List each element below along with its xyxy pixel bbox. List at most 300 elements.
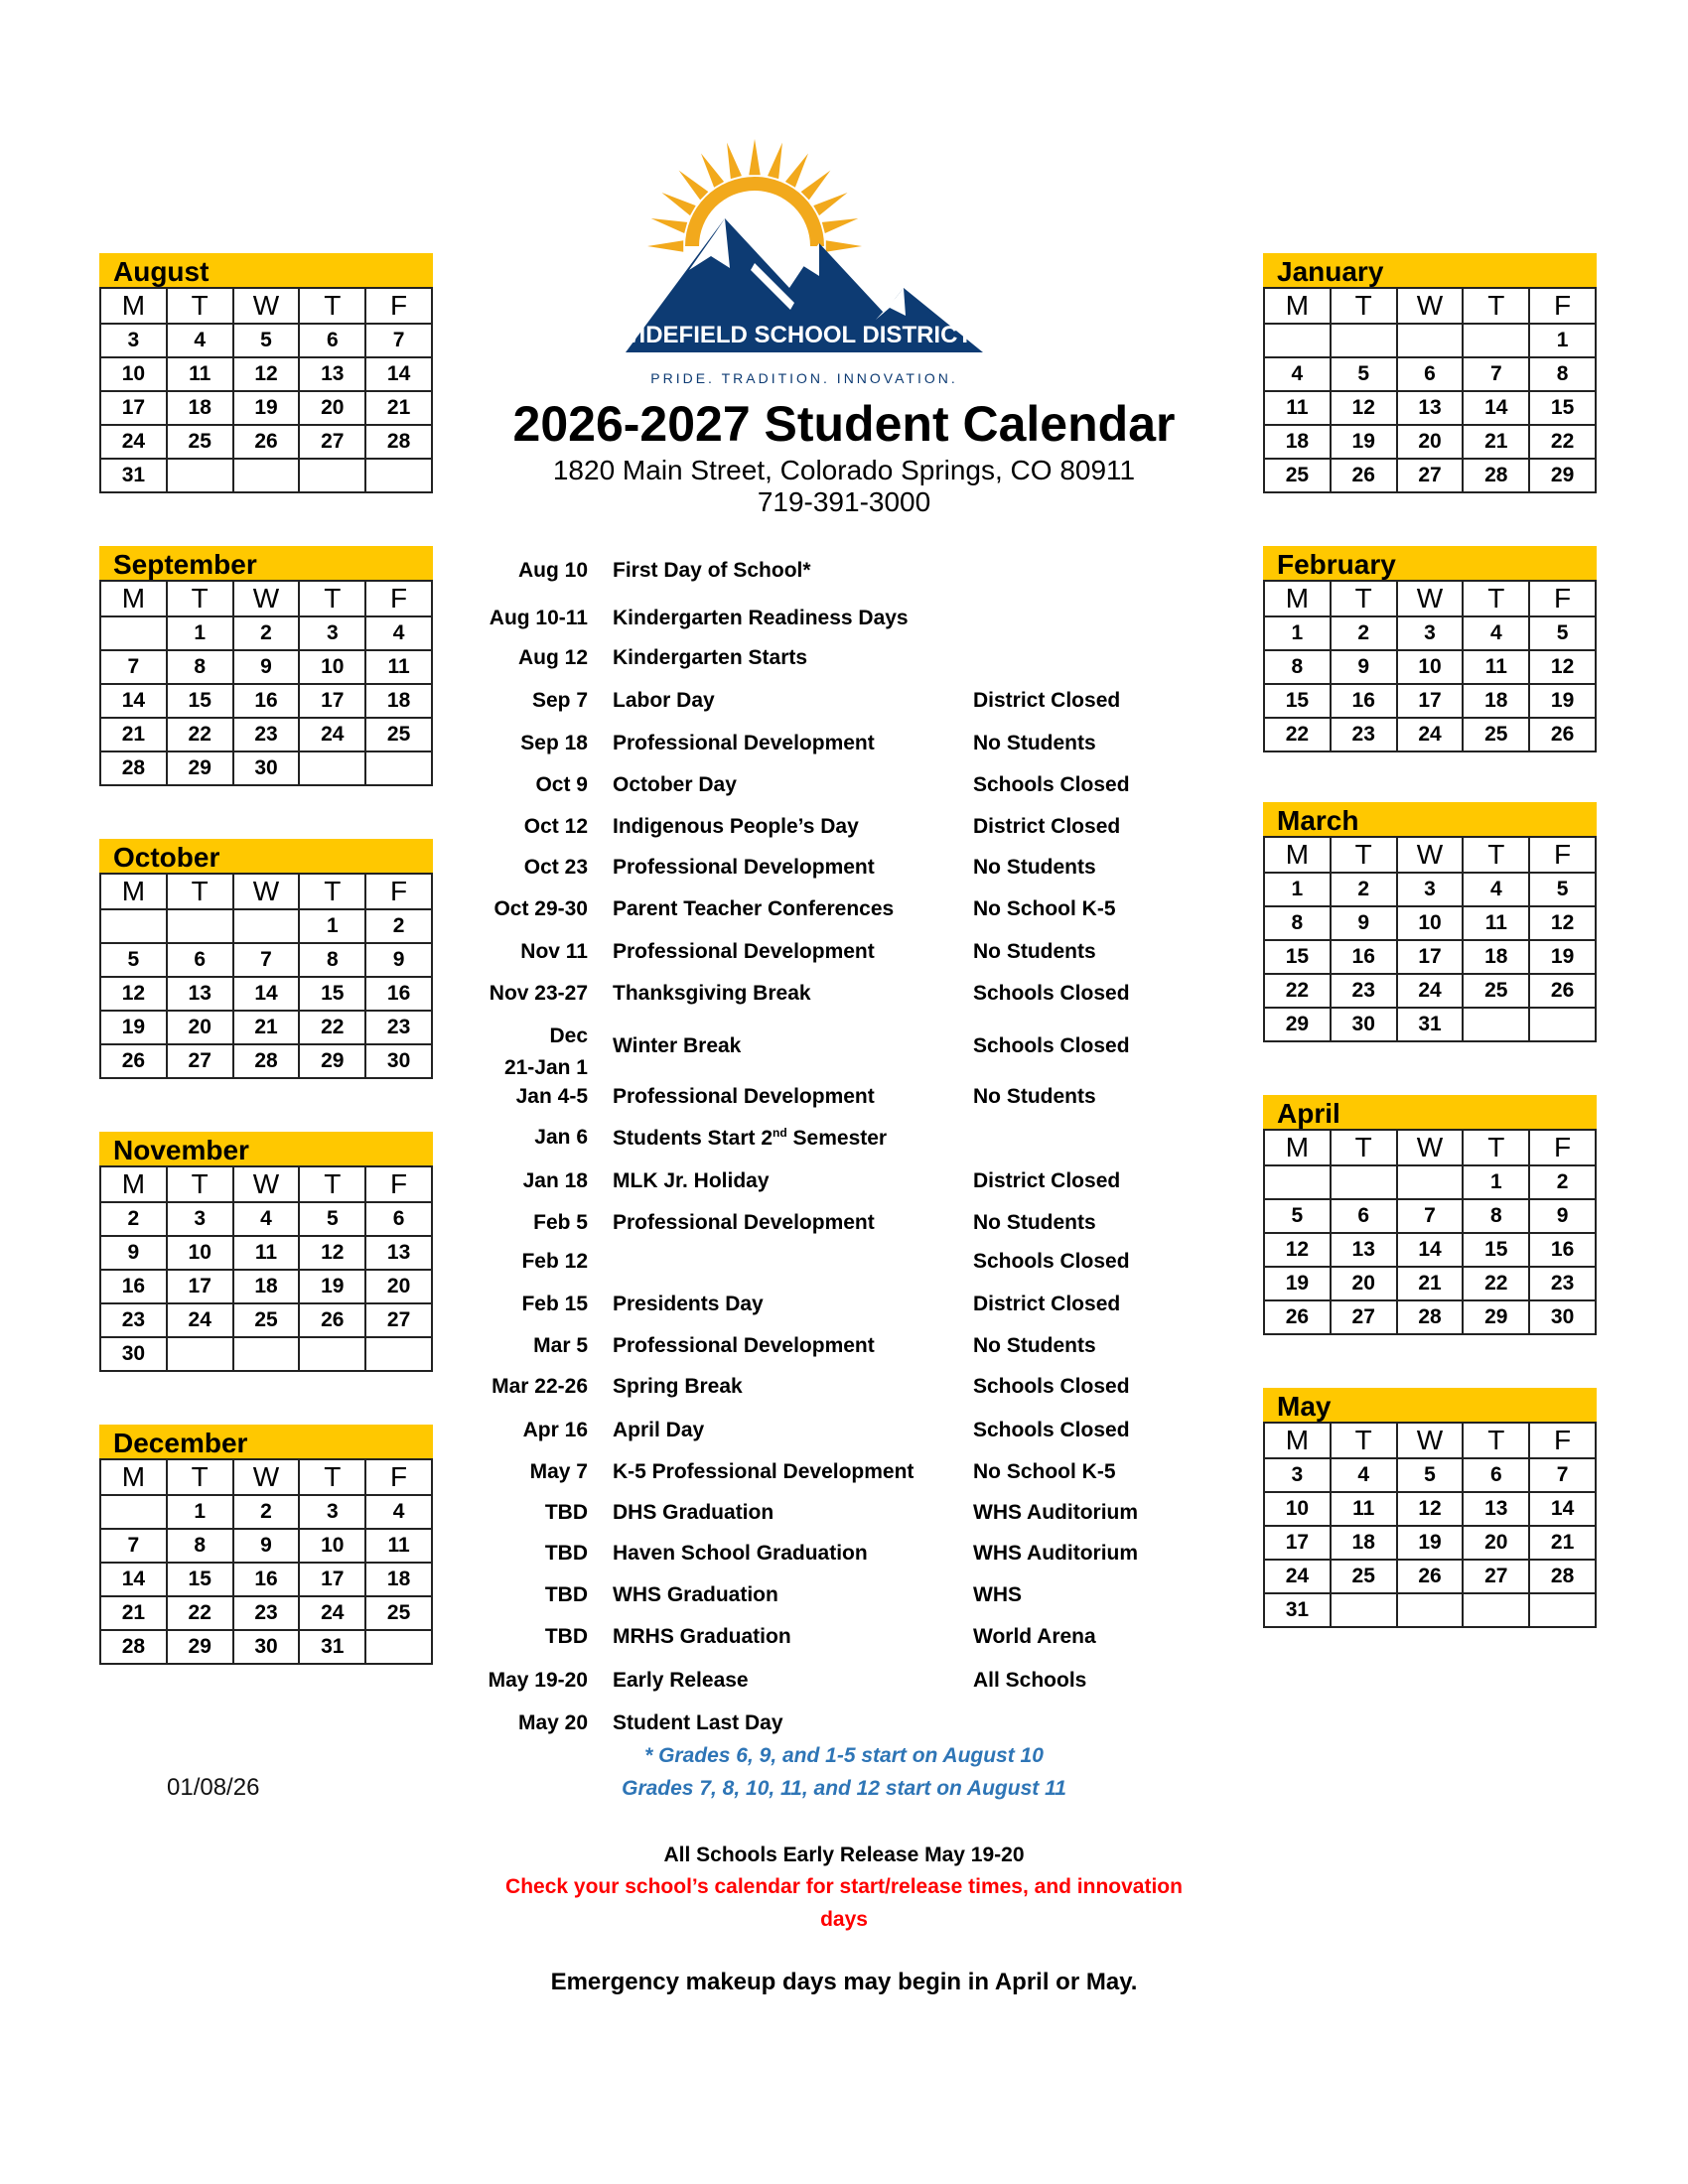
weekday-label: W <box>233 1459 300 1495</box>
day-cell: 24 <box>299 1596 365 1630</box>
day-cell: 22 <box>167 718 233 751</box>
weekday-label: T <box>299 1166 365 1202</box>
day-cell: 3 <box>1264 1458 1331 1492</box>
week-row <box>100 684 432 718</box>
empty-day-cell <box>1463 324 1529 357</box>
week-row <box>1264 1008 1596 1041</box>
event-name <box>613 1126 887 1151</box>
page-title: 2026-2027 Student Calendar <box>512 396 1176 452</box>
day-cell: 30 <box>1529 1300 1596 1334</box>
day-cell: 3 <box>100 324 167 357</box>
day-cell: 24 <box>1397 974 1464 1008</box>
day-cell: 4 <box>1463 616 1529 650</box>
calendar-august <box>99 253 433 493</box>
day-cell: 1 <box>299 909 365 943</box>
day-cell: 4 <box>1463 873 1529 906</box>
empty-day-cell <box>233 1337 300 1371</box>
event-date: May 7 <box>529 1460 588 1483</box>
weekday-label: F <box>1529 837 1596 873</box>
week-row <box>1264 616 1596 650</box>
event-name: K-5 Professional Development <box>613 1460 914 1483</box>
week-row <box>100 357 432 391</box>
empty-day-cell <box>100 1495 167 1529</box>
day-cell: 11 <box>365 650 432 684</box>
day-cell: 12 <box>1331 391 1397 425</box>
weekday-header-row <box>1264 837 1596 873</box>
day-cell: 7 <box>233 943 300 977</box>
weekday-label: T <box>167 581 233 616</box>
event-name: Kindergarten Readiness Days <box>613 607 909 629</box>
day-cell: 25 <box>1463 718 1529 751</box>
day-cell: 8 <box>1463 1199 1529 1233</box>
week-row <box>100 1236 432 1270</box>
day-cell: 7 <box>100 650 167 684</box>
week-row <box>1264 1458 1596 1492</box>
day-cell: 4 <box>1264 357 1331 391</box>
weekday-label: F <box>1529 581 1596 616</box>
event-status: Schools Closed <box>973 1375 1130 1398</box>
event-name-text: Semester <box>786 1127 888 1150</box>
weekday-label: M <box>100 1459 167 1495</box>
day-cell: 5 <box>1331 357 1397 391</box>
event-status: Schools Closed <box>973 1250 1130 1273</box>
day-cell: 18 <box>1463 940 1529 974</box>
sun-ray <box>768 143 782 179</box>
day-cell: 4 <box>365 1495 432 1529</box>
event-status: District Closed <box>973 1169 1121 1192</box>
event-name: Thanksgiving Break <box>613 982 811 1005</box>
weekday-label: T <box>299 288 365 324</box>
event-date: Nov 11 <box>520 940 588 963</box>
day-cell: 2 <box>233 1495 300 1529</box>
weekday-label: T <box>167 874 233 909</box>
event-name: Haven School Graduation <box>613 1542 868 1565</box>
event-date: Mar 22-26 <box>492 1375 588 1398</box>
day-cell: 20 <box>167 1011 233 1044</box>
day-cell: 13 <box>1463 1492 1529 1526</box>
day-cell: 20 <box>1331 1267 1397 1300</box>
day-cell: 19 <box>1264 1267 1331 1300</box>
event-row <box>467 1460 1182 1490</box>
weekday-label: M <box>1264 837 1331 873</box>
day-cell: 20 <box>1463 1526 1529 1560</box>
event-status: No Students <box>973 940 1096 963</box>
week-row <box>100 1630 432 1664</box>
month-grid <box>99 1165 433 1372</box>
week-row <box>100 1596 432 1630</box>
day-cell: 10 <box>299 650 365 684</box>
week-row <box>100 909 432 943</box>
event-name: Professional Development <box>613 1211 875 1234</box>
week-row <box>100 425 432 459</box>
day-cell: 2 <box>233 616 300 650</box>
week-row <box>1264 873 1596 906</box>
day-cell: 28 <box>1397 1300 1464 1334</box>
week-row <box>100 1337 432 1371</box>
month-name: April <box>1263 1095 1597 1129</box>
weekday-label: W <box>1397 1423 1464 1458</box>
day-cell: 9 <box>100 1236 167 1270</box>
day-cell: 13 <box>299 357 365 391</box>
day-cell: 24 <box>100 425 167 459</box>
day-cell: 10 <box>1397 650 1464 684</box>
week-row <box>100 1529 432 1563</box>
event-date: Feb 15 <box>521 1293 588 1315</box>
day-cell: 12 <box>1397 1492 1464 1526</box>
month-name: October <box>99 839 433 873</box>
day-cell: 26 <box>100 1044 167 1078</box>
day-cell: 19 <box>1529 684 1596 718</box>
day-cell: 16 <box>365 977 432 1011</box>
day-cell: 19 <box>100 1011 167 1044</box>
event-row <box>467 1542 1182 1571</box>
day-cell: 16 <box>100 1270 167 1303</box>
empty-day-cell <box>167 459 233 492</box>
month-name: May <box>1263 1388 1597 1422</box>
day-cell: 13 <box>365 1236 432 1270</box>
day-cell: 25 <box>1463 974 1529 1008</box>
day-cell: 26 <box>1264 1300 1331 1334</box>
day-cell: 21 <box>365 391 432 425</box>
week-row <box>100 391 432 425</box>
empty-day-cell <box>365 751 432 785</box>
day-cell: 31 <box>1264 1593 1331 1627</box>
day-cell: 11 <box>365 1529 432 1563</box>
sun-ray <box>801 171 831 201</box>
day-cell: 7 <box>1463 357 1529 391</box>
event-status: Schools Closed <box>973 773 1130 796</box>
day-cell: 30 <box>233 751 300 785</box>
event-status: District Closed <box>973 815 1121 838</box>
district-address: 1820 Main Street, Colorado Springs, CO 80911 <box>552 455 1136 485</box>
event-name: Labor Day <box>613 689 715 712</box>
calendar-november <box>99 1132 433 1372</box>
check-calendar-note-2: days <box>820 1908 868 1931</box>
day-cell: 25 <box>167 425 233 459</box>
event-row <box>467 1334 1182 1364</box>
day-cell: 3 <box>299 616 365 650</box>
day-cell: 29 <box>1529 459 1596 492</box>
week-row <box>100 616 432 650</box>
event-name: Kindergarten Starts <box>613 646 808 669</box>
day-cell: 3 <box>167 1202 233 1236</box>
week-row <box>1264 1300 1596 1334</box>
calendar-december <box>99 1425 433 1665</box>
day-cell: 12 <box>1264 1233 1331 1267</box>
event-date: Aug 12 <box>517 646 588 669</box>
day-cell: 23 <box>233 1596 300 1630</box>
day-cell: 14 <box>100 1563 167 1596</box>
day-cell: 24 <box>1397 718 1464 751</box>
event-row <box>467 1085 1182 1115</box>
empty-day-cell <box>167 1337 233 1371</box>
day-cell: 14 <box>1529 1492 1596 1526</box>
ordinal-suffix: nd <box>773 1126 787 1140</box>
sun-ray <box>647 240 683 252</box>
weekday-header-row <box>100 288 432 324</box>
event-row <box>467 1024 1182 1079</box>
day-cell: 10 <box>1397 906 1464 940</box>
empty-day-cell <box>167 909 233 943</box>
day-cell: 2 <box>365 909 432 943</box>
day-cell: 21 <box>1397 1267 1464 1300</box>
weekday-label: F <box>1529 1130 1596 1165</box>
day-cell: 25 <box>365 1596 432 1630</box>
day-cell: 28 <box>100 1630 167 1664</box>
day-cell: 29 <box>167 1630 233 1664</box>
event-name: Professional Development <box>613 940 875 963</box>
week-row <box>1264 1492 1596 1526</box>
day-cell: 27 <box>1397 459 1464 492</box>
day-cell: 11 <box>1264 391 1331 425</box>
day-cell: 15 <box>299 977 365 1011</box>
day-cell: 23 <box>100 1303 167 1337</box>
day-cell: 12 <box>1529 906 1596 940</box>
day-cell: 16 <box>233 1563 300 1596</box>
week-row <box>1264 974 1596 1008</box>
event-row <box>467 1375 1182 1405</box>
weekday-label: F <box>365 874 432 909</box>
day-cell: 19 <box>299 1270 365 1303</box>
event-status: No Students <box>973 732 1096 754</box>
empty-day-cell <box>233 909 300 943</box>
revision-date: 01/08/26 <box>167 1774 260 1801</box>
day-cell: 15 <box>1264 940 1331 974</box>
weekday-header-row <box>100 1166 432 1202</box>
day-cell: 10 <box>167 1236 233 1270</box>
sun-ray <box>785 153 808 187</box>
day-cell: 25 <box>1264 459 1331 492</box>
event-status: District Closed <box>973 689 1121 712</box>
event-status: WHS Auditorium <box>973 1501 1139 1524</box>
month-grid <box>1263 1129 1597 1335</box>
day-cell: 12 <box>1529 650 1596 684</box>
event-name: First Day of School* <box>613 559 811 582</box>
week-row <box>1264 940 1596 974</box>
day-cell: 2 <box>100 1202 167 1236</box>
day-cell: 8 <box>167 650 233 684</box>
weekday-header-row <box>1264 1423 1596 1458</box>
weekday-header-row <box>100 874 432 909</box>
weekday-header-row <box>1264 581 1596 616</box>
day-cell: 8 <box>1264 650 1331 684</box>
week-row <box>1264 718 1596 751</box>
day-cell: 26 <box>1529 718 1596 751</box>
sun-ray <box>826 240 862 252</box>
weekday-label: W <box>1397 837 1464 873</box>
day-cell: 20 <box>365 1270 432 1303</box>
day-cell: 14 <box>233 977 300 1011</box>
day-cell: 13 <box>167 977 233 1011</box>
day-cell: 25 <box>233 1303 300 1337</box>
calendar-april <box>1263 1095 1597 1335</box>
day-cell: 31 <box>1397 1008 1464 1041</box>
event-row <box>467 646 1182 676</box>
weekday-label: T <box>299 1459 365 1495</box>
week-row <box>100 459 432 492</box>
day-cell: 11 <box>1463 650 1529 684</box>
day-cell: 7 <box>1397 1199 1464 1233</box>
event-name: Winter Break <box>613 1034 742 1057</box>
day-cell: 4 <box>167 324 233 357</box>
weekday-header-row <box>1264 288 1596 324</box>
month-name: January <box>1263 253 1597 287</box>
event-row <box>467 815 1182 845</box>
day-cell: 22 <box>1264 974 1331 1008</box>
weekday-label: F <box>1529 288 1596 324</box>
week-row <box>1264 684 1596 718</box>
day-cell: 5 <box>1397 1458 1464 1492</box>
day-cell: 6 <box>167 943 233 977</box>
week-row <box>1264 1526 1596 1560</box>
month-name: December <box>99 1425 433 1458</box>
day-cell: 11 <box>1463 906 1529 940</box>
week-row <box>1264 324 1596 357</box>
event-name: April Day <box>613 1419 705 1441</box>
calendar-september <box>99 546 433 786</box>
sun-ray <box>701 153 724 187</box>
weekday-label: T <box>167 1459 233 1495</box>
event-name: WHS Graduation <box>613 1583 778 1606</box>
day-cell: 17 <box>167 1270 233 1303</box>
day-cell: 21 <box>100 718 167 751</box>
day-cell: 16 <box>1529 1233 1596 1267</box>
weekday-label: W <box>233 581 300 616</box>
day-cell: 3 <box>1397 873 1464 906</box>
event-status: World Arena <box>973 1625 1096 1648</box>
week-row <box>1264 1560 1596 1593</box>
day-cell: 7 <box>365 324 432 357</box>
day-cell: 10 <box>1264 1492 1331 1526</box>
empty-day-cell <box>299 751 365 785</box>
event-date: TBD <box>544 1542 588 1565</box>
day-cell: 20 <box>1397 425 1464 459</box>
day-cell: 27 <box>1331 1300 1397 1334</box>
early-release-note: All Schools Early Release May 19-20 <box>663 1843 1025 1866</box>
month-grid <box>99 1458 433 1665</box>
empty-day-cell <box>365 1337 432 1371</box>
district-phone: 719-391-3000 <box>757 486 931 517</box>
day-cell: 31 <box>100 459 167 492</box>
day-cell: 5 <box>1529 873 1596 906</box>
empty-day-cell <box>1397 324 1464 357</box>
week-row <box>1264 906 1596 940</box>
weekday-label: W <box>1397 1130 1464 1165</box>
event-date: Oct 23 <box>523 856 588 879</box>
weekday-label: T <box>1331 581 1397 616</box>
empty-day-cell <box>1264 1165 1331 1199</box>
week-row <box>1264 1267 1596 1300</box>
empty-day-cell <box>1397 1165 1464 1199</box>
event-date: Jan 4-5 <box>515 1085 588 1108</box>
event-status: No School K-5 <box>973 897 1116 920</box>
day-cell: 6 <box>299 324 365 357</box>
day-cell: 16 <box>1331 940 1397 974</box>
event-date: May 20 <box>517 1711 588 1734</box>
day-cell: 11 <box>167 357 233 391</box>
day-cell: 7 <box>100 1529 167 1563</box>
event-status: No Students <box>973 1211 1096 1234</box>
month-name: August <box>99 253 433 287</box>
day-cell: 19 <box>233 391 300 425</box>
day-cell: 5 <box>1529 616 1596 650</box>
event-date: Oct 9 <box>535 773 588 796</box>
day-cell: 30 <box>1331 1008 1397 1041</box>
day-cell: 19 <box>1397 1526 1464 1560</box>
day-cell: 12 <box>100 977 167 1011</box>
week-row <box>1264 1165 1596 1199</box>
weekday-label: W <box>233 1166 300 1202</box>
event-row <box>467 1211 1182 1241</box>
event-name-text: Students Start 2 <box>613 1127 774 1150</box>
day-cell: 12 <box>233 357 300 391</box>
weekday-label: M <box>1264 581 1331 616</box>
event-status: WHS <box>973 1583 1022 1606</box>
sun-ray <box>651 218 687 233</box>
day-cell: 2 <box>1529 1165 1596 1199</box>
day-cell: 15 <box>167 1563 233 1596</box>
event-row <box>467 940 1182 970</box>
event-row <box>467 1126 1182 1156</box>
day-cell: 21 <box>1529 1526 1596 1560</box>
event-date: Jan 18 <box>522 1169 588 1192</box>
logo-tagline: PRIDE. TRADITION. INNOVATION. <box>650 370 958 386</box>
day-cell: 10 <box>100 357 167 391</box>
day-cell: 18 <box>167 391 233 425</box>
event-row <box>467 982 1182 1012</box>
day-cell: 2 <box>1331 873 1397 906</box>
event-date-line: 21-Jan 1 <box>503 1056 588 1079</box>
week-row <box>100 650 432 684</box>
sun-ray <box>679 171 709 201</box>
day-cell: 14 <box>365 357 432 391</box>
day-cell: 19 <box>1529 940 1596 974</box>
weekday-label: F <box>365 1166 432 1202</box>
day-cell: 18 <box>1463 684 1529 718</box>
empty-day-cell <box>1331 1593 1397 1627</box>
month-name: September <box>99 546 433 580</box>
weekday-label: F <box>1529 1423 1596 1458</box>
day-cell: 22 <box>1463 1267 1529 1300</box>
weekday-label: T <box>1463 288 1529 324</box>
day-cell: 23 <box>1529 1267 1596 1300</box>
day-cell: 27 <box>167 1044 233 1078</box>
day-cell: 13 <box>1331 1233 1397 1267</box>
day-cell: 5 <box>299 1202 365 1236</box>
day-cell: 1 <box>1264 873 1331 906</box>
event-date: Oct 29-30 <box>493 897 588 920</box>
event-date: TBD <box>544 1625 588 1648</box>
month-grid <box>1263 580 1597 752</box>
weekday-label: T <box>1331 837 1397 873</box>
event-status: Schools Closed <box>973 982 1130 1005</box>
calendar-march <box>1263 802 1597 1042</box>
event-row <box>467 732 1182 761</box>
day-cell: 15 <box>1264 684 1331 718</box>
day-cell: 17 <box>1264 1526 1331 1560</box>
event-row <box>467 1293 1182 1322</box>
event-status: Schools Closed <box>973 1034 1130 1057</box>
day-cell: 8 <box>1264 906 1331 940</box>
event-status: WHS Auditorium <box>973 1542 1139 1565</box>
day-cell: 22 <box>1264 718 1331 751</box>
day-cell: 26 <box>299 1303 365 1337</box>
event-date: Sep 7 <box>531 689 588 712</box>
event-row <box>467 559 1182 589</box>
event-date: Sep 18 <box>520 732 588 754</box>
sun-ray <box>661 193 695 215</box>
day-cell: 23 <box>1331 974 1397 1008</box>
